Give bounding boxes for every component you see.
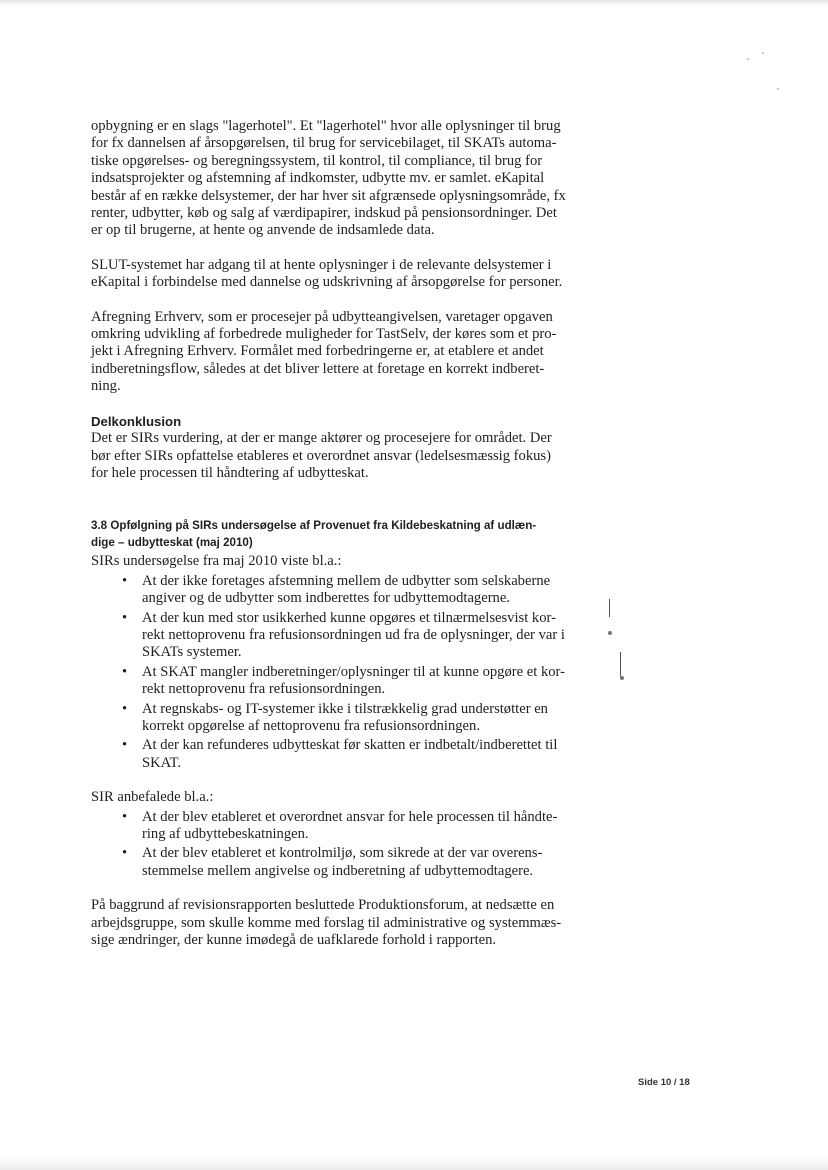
text-line: Det er SIRs vurdering, at der er mange aktører og procesejere for området. Der [91,430,552,447]
list-item [122,701,636,736]
text-line: SLUT-systemet har adgang til at hente oplysninger i de relevante delsystemer i [91,256,552,273]
text-line: omkring udvikling af forbedrede muligheder for TastSelv, der køres som et pro- [91,326,557,343]
scan-bottom-edge [0,1156,828,1170]
text-line: • At der blev etableret et overordnet ansvar for hele processen til håndte- [142,808,558,825]
list-item [122,573,636,608]
text-line: Afregning Erhverv, som er procesejer på udbytteangivelsen, varetager opgaven [91,308,553,325]
text-line: • At regnskabs- og IT-systemer ikke i tilstrækkelig grad understøtter en [142,700,548,717]
list-item [122,610,636,662]
scan-speck [747,58,749,60]
page-number: Side 10 / 18 [638,1077,690,1088]
text-line: renter, udbytter, køb og salg af værdipapirer, indskud på pensionsordninger. Det [91,205,557,222]
section-heading-line: 3.8 Opfølgning på SIRs undersøgelse af Provenuet fra Kildebeskatning af udlæn- [91,519,537,533]
paragraph-closing [91,897,636,949]
text-line: for fx dannelsen af årsopgørelsen, til brug for servicebilaget, til SKATs automa- [91,135,557,152]
margin-mark [608,631,612,635]
text-line: eKapital i forbindelse med dannelse og udskrivning af årsopgørelse for personer. [91,274,563,291]
text-line: • At der kun med stor usikkerhed kunne opgøres et tilnærmelsesvist kor- [142,609,556,626]
margin-mark [620,676,624,680]
list-item [122,737,636,772]
text-line: er op til brugerne, at hente og anvende de indsamlede data. [91,222,435,239]
text-line: opbygning er en slags "lagerhotel". Et "lagerhotel" hvor alle oplysninger til brug [91,118,561,134]
list-item [122,809,636,844]
section-heading [91,518,636,551]
text-line: rekt nettoprovenu fra refusionsordningen. [142,681,386,698]
conclusion-heading: Delkonklusion [91,413,182,429]
text-line: • At SKAT mangler indberetninger/oplysninger til at kunne opgøre et kor- [142,663,565,680]
recommendations-intro: SIR anbefalede bl.a.: [91,789,214,806]
conclusion-block [91,413,636,483]
text-line: SKAT. [142,754,182,771]
text-line: stemmelse mellem angivelse og indberetning af udbyttemodtagere. [142,862,534,879]
text-line: bør efter SIRs opfattelse etableres et overordnet ansvar (ledelsesmæssig fokus) [91,447,551,464]
section-heading-line: dige – udbytteskat (maj 2010) [91,535,253,549]
text-line: arbejdsgruppe, som skulle komme med forslag til administrative og systemmæs- [91,914,562,931]
text-line: • At der kan refunderes udbytteskat før skatten er indbetalt/indberettet til [142,737,558,754]
text-line: ning. [91,378,121,395]
text-line: angiver og de udbytter som indberettes for udbyttemodtagerne. [142,590,510,607]
text-line: består af en række delsystemer, der har hver sit afgrænsede oplysningsområde, fx [91,187,566,204]
scan-top-edge [0,0,828,6]
text-line: jekt i Afregning Erhverv. Formålet med forbedringerne er, at etablere et andet [91,343,544,360]
text-line: sige ændringer, der kunne imødegå de uafklarede forhold i rapporten. [91,932,497,949]
findings-intro: SIRs undersøgelse fra maj 2010 viste bl.a.: [91,553,342,570]
text-line: tiske opgørelses- og beregningssystem, til kontrol, til compliance, til brug for [91,152,543,169]
document-page [91,118,636,966]
paragraph-afregning-erhverv [91,309,636,396]
text-line: • At der blev etableret et kontrolmiljø, som sikrede at der var overens- [142,845,543,862]
paragraph-ekapital [91,118,636,240]
scan-speck [777,88,779,90]
text-line: korrekt opgørelse af nettoprovenu fra refusionsordningen. [142,717,480,734]
paragraph-slut-system [91,257,636,292]
list-item [122,664,636,699]
text-line: rekt nettoprovenu fra refusionsordningen ud fra de oplysninger, der var i [142,626,565,643]
scan-speck [762,52,764,54]
margin-mark [609,599,610,617]
list-item [122,845,636,880]
findings-list [91,573,636,772]
text-line: På baggrund af revisionsrapporten besluttede Produktionsforum, at nedsætte en [91,897,555,914]
recommendations-list [91,809,636,881]
text-line: for hele processen til håndtering af udbytteskat. [91,464,369,481]
text-line: indsatsprojekter og afstemning af indkomster, udbytte mv. er samlet. eKapital [91,170,545,187]
text-line: indberetningsflow, således at det bliver lettere at foretage en korrekt indberet- [91,360,545,377]
text-line: • At der ikke foretages afstemning mellem de udbytter som selskaberne [142,572,551,589]
margin-mark [620,652,621,678]
text-line: SKATs systemer. [142,644,242,661]
text-line: ring af udbyttebeskatningen. [142,826,309,842]
